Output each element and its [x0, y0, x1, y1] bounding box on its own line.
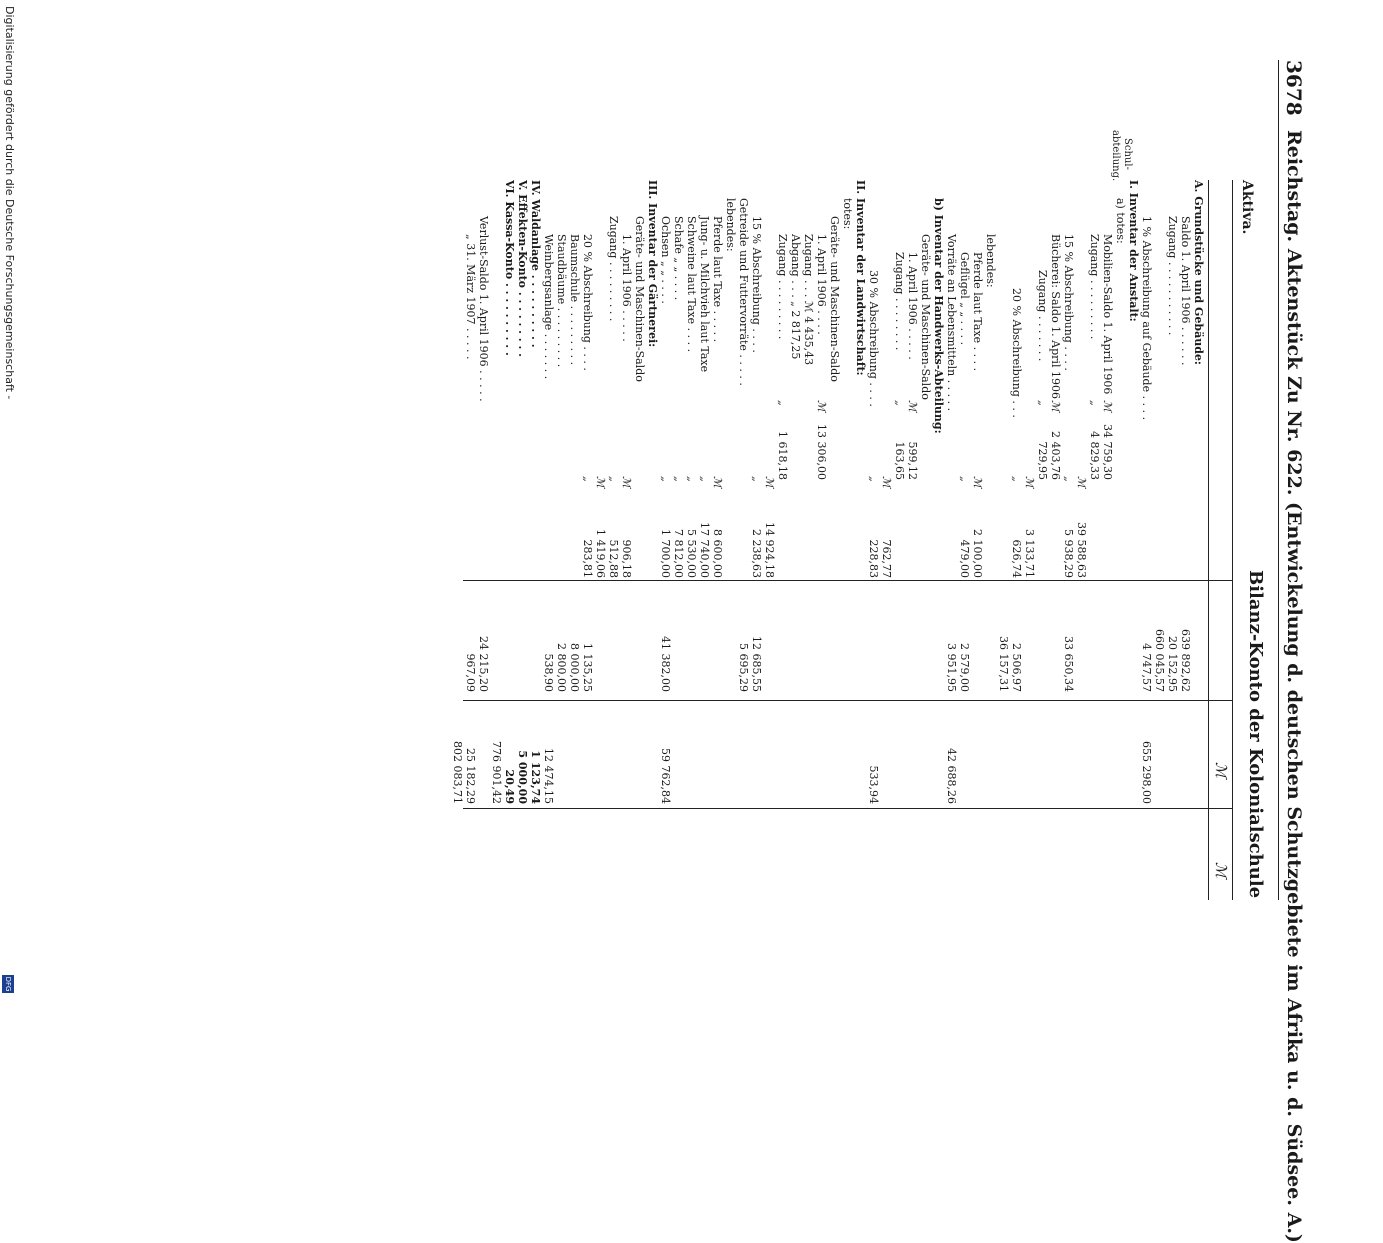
- row-label: Pferde laut Taxe . . . .: [971, 252, 984, 372]
- amount-c2: 762,77: [880, 539, 893, 578]
- amount-c3: 4 747,57: [1140, 643, 1153, 692]
- currency-mark: ℳ: [594, 476, 607, 488]
- row-label: V. Effekten-Konto . . . . . . . . .: [516, 180, 529, 357]
- amount-c1: 34 759,30: [1101, 424, 1114, 480]
- row-label: 1. April 1906 . . . .: [815, 234, 828, 335]
- balance-row: [1075, 0, 1088, 1000]
- balance-row: [607, 0, 620, 1000]
- header-rule: [1278, 60, 1279, 900]
- row-label: Bücherei: Saldo 1. April 1906: [1049, 234, 1062, 399]
- balance-row: [958, 0, 971, 1000]
- row-label: Mobilien-Saldo 1. April 1906: [1101, 234, 1114, 395]
- balance-row: [594, 0, 607, 1000]
- balance-row: [685, 0, 698, 1000]
- balance-row: [1049, 0, 1062, 1000]
- balance-row: [529, 0, 542, 1000]
- amount-c4: 776 901,42: [490, 741, 503, 804]
- page-number: 3678: [1282, 60, 1306, 116]
- row-label: Vorräte an Lebensmitteln . . . . .: [945, 234, 958, 412]
- row-label: Weinbergsanlage . . . . . . .: [542, 234, 555, 380]
- currency-mark: „: [1088, 400, 1101, 406]
- balance-row: [1127, 0, 1140, 1000]
- amount-c2: 17 740,00: [698, 522, 711, 578]
- currency-mark: „: [958, 476, 971, 482]
- amount-c3: 33 650,34: [1062, 636, 1075, 692]
- row-label: Ochsen „ „ . . . .: [659, 216, 672, 304]
- row-label: „ 31. März 1907 . . . . .: [464, 234, 477, 360]
- currency-mark: „: [672, 476, 685, 482]
- row-label: III. Inventar der Gärtnerei:: [646, 180, 659, 348]
- balance-row: [620, 0, 633, 1000]
- currency-mark: ℳ: [906, 400, 919, 412]
- balance-row: [1101, 0, 1114, 1000]
- table-top-rule: [1232, 180, 1233, 900]
- balance-row: [672, 0, 685, 1000]
- row-label: 15 % Abschreibung . . . .: [750, 216, 763, 353]
- aktiva-label: Aktiva.: [1239, 180, 1255, 235]
- amount-c2: 3 133,71: [1023, 529, 1036, 578]
- balance-row: [789, 0, 802, 1000]
- amount-c4: 42 688,26: [945, 748, 958, 804]
- amount-c3: 1 135,25: [581, 643, 594, 692]
- balance-row: [581, 0, 594, 1000]
- row-label: Schafe „ „ . . . .: [672, 216, 685, 301]
- balance-row: [1114, 0, 1127, 1000]
- amount-c2: 14 924,18: [763, 522, 776, 578]
- row-label: lebendes:: [984, 234, 997, 288]
- currency-mark: „: [1062, 476, 1075, 482]
- row-label: Getreide und Futtervorräte . . . . .: [737, 198, 750, 386]
- currency-mark: „: [698, 476, 711, 482]
- balance-row: [802, 0, 815, 1000]
- amount-c3: 36 157,31: [997, 636, 1010, 692]
- amount-c2: 5 938,29: [1062, 529, 1075, 578]
- row-label: Pferde laut Taxe . . . . .: [711, 216, 724, 343]
- balance-row: [711, 0, 724, 1000]
- currency-mark: „: [893, 400, 906, 406]
- balance-row: [555, 0, 568, 1000]
- amount-c3: 2 579,00: [958, 643, 971, 692]
- amount-c3: 2 506,97: [1010, 643, 1023, 692]
- currency-mark: „: [581, 476, 594, 482]
- amount-c4: 12 474,15: [542, 748, 555, 804]
- row-label: 1. April 1906 . . . . .: [620, 234, 633, 342]
- row-label: b) Inventar der Handwerks-Abteilung:: [932, 198, 945, 434]
- balance-row: [646, 0, 659, 1000]
- currency-mark: ℳ: [1075, 476, 1088, 488]
- row-label: Verlust-Saldo 1. April 1906 . . . . .: [477, 216, 490, 402]
- row-label: I. Inventar der Anstalt:: [1127, 180, 1140, 322]
- balance-row: [490, 0, 503, 1000]
- currency-mark: ℳ: [763, 476, 776, 488]
- amount-c2: 283,81: [581, 539, 594, 578]
- amount-c4: 802 083,71: [451, 741, 464, 804]
- balance-row: [1166, 0, 1179, 1000]
- dfg-logo: DFG: [4, 976, 12, 992]
- balance-row: [1023, 0, 1036, 1000]
- amount-c3: 660 045,57: [1153, 629, 1166, 692]
- page-header-title: Reichstag. Aktenstück Zu Nr. 622. (Entwickelung d. deutschen Schutzgebiete im Afrika u. d. Südsee. A.): [1283, 130, 1305, 1243]
- row-label: Geräte- und Maschinen-Saldo: [633, 216, 646, 382]
- balance-row: [1036, 0, 1049, 1000]
- amount-c1: 729,95: [1036, 441, 1049, 480]
- row-label: Zugang . . . . . . .: [1036, 270, 1049, 362]
- currency-mark: ℳ: [1101, 400, 1114, 412]
- amount-c4: 20,49: [503, 769, 516, 804]
- balance-row: [1088, 0, 1101, 1000]
- side-note: Schul- abteilung.: [1110, 130, 1133, 182]
- row-label: Abgang . . . „ 2 817,25: [789, 234, 802, 360]
- amount-c3: 24 215,20: [477, 636, 490, 692]
- balance-row: [750, 0, 763, 1000]
- currency-mark: ℳ: [815, 400, 828, 412]
- row-label: Staudbäume . . . . . . . . .: [555, 234, 568, 368]
- section-title: Bilanz-Konto der Kolonialschule: [1245, 570, 1266, 899]
- amount-c4: 655 298,00: [1140, 741, 1153, 804]
- balance-row: [633, 0, 646, 1000]
- amount-c3: 8 000,00: [568, 643, 581, 692]
- currency-mark: „: [1010, 476, 1023, 482]
- balance-row: [828, 0, 841, 1000]
- currency-mark: ℳ: [711, 476, 724, 488]
- row-label: 20 % Abschreibung . . .: [1010, 288, 1023, 418]
- balance-row: [932, 0, 945, 1000]
- currency-mark: ℳ: [1023, 476, 1036, 488]
- balance-row: [1179, 0, 1192, 1000]
- balance-row: [1153, 0, 1166, 1000]
- amount-c4: 25 182,29: [464, 748, 477, 804]
- balance-row: [919, 0, 932, 1000]
- footer-text: Digitalisierung gefördert durch die Deutsche Forschungsgemeinschaft -: [3, 6, 16, 400]
- balance-row: [880, 0, 893, 1000]
- balance-row: [724, 0, 737, 1000]
- amount-c1: 1 618,18: [776, 431, 789, 480]
- amount-c1: 599,12: [906, 441, 919, 480]
- balance-row: [841, 0, 854, 1000]
- amount-c2: 479,00: [958, 539, 971, 578]
- currency-mark: „: [750, 476, 763, 482]
- balance-row: [659, 0, 672, 1000]
- amount-c3: 538,90: [542, 653, 555, 692]
- row-label: A. Grundstücke und Gebäude:: [1192, 180, 1205, 365]
- balance-row: [1192, 0, 1205, 1000]
- balance-row: [815, 0, 828, 1000]
- balance-row: [854, 0, 867, 1000]
- currency-mark: „: [1036, 400, 1049, 406]
- amount-c2: 2 100,00: [971, 529, 984, 578]
- balance-row: [906, 0, 919, 1000]
- table-head-rule: [1208, 180, 1209, 900]
- row-label: Zugang . . . . . . . . .: [1088, 234, 1101, 340]
- row-label: 1. April 1906 . . . . .: [906, 252, 919, 360]
- balance-row: [464, 0, 477, 1000]
- balance-row: [776, 0, 789, 1000]
- balance-row: [763, 0, 776, 1000]
- amount-c1: 163,65: [893, 441, 906, 480]
- balance-row: [1062, 0, 1075, 1000]
- balance-row: [503, 0, 516, 1000]
- balance-row: [945, 0, 958, 1000]
- amount-c4: 533,94: [867, 765, 880, 804]
- row-label: Zugang . . . ℳ 4 435,43: [802, 234, 815, 366]
- row-label: 1 % Abschreibung auf Gebäude . . . .: [1140, 216, 1153, 421]
- amount-c2: 2 238,63: [750, 529, 763, 578]
- amount-c3: 20 152,95: [1166, 636, 1179, 692]
- amount-c2: 1 419,06: [594, 529, 607, 578]
- row-label: 15 % Abschreibung . . . .: [1062, 234, 1075, 371]
- amount-c3: 5 695,29: [737, 643, 750, 692]
- amount-c4: 59 762,84: [659, 748, 672, 804]
- amount-c3: 3 951,95: [945, 643, 958, 692]
- row-label: Saldo 1. April 1906 . . . . . .: [1179, 216, 1192, 366]
- balance-row: [568, 0, 581, 1000]
- row-label: a) totes:: [1114, 198, 1127, 244]
- row-label: Jung- u. Milchvieh laut Taxe: [698, 216, 711, 373]
- currency-mark: „: [659, 476, 672, 482]
- row-label: Zugang . . . . . . . . .: [776, 234, 789, 340]
- row-label: Geräte- und Maschinen-Saldo: [919, 234, 932, 400]
- balance-row: [1140, 0, 1153, 1000]
- row-label: 30 % Abschreibung . . . .: [867, 270, 880, 407]
- amount-c3: 41 382,00: [659, 636, 672, 692]
- balance-row: [997, 0, 1010, 1000]
- amount-c3: 2 800,00: [555, 643, 568, 692]
- currency-mark: ℳ: [971, 476, 984, 488]
- row-label: IV. Waldanlage . . . . . . . . . .: [529, 180, 542, 348]
- balance-row: [971, 0, 984, 1000]
- currency-mark: „: [685, 476, 698, 482]
- amount-c2: 8 600,00: [711, 529, 724, 578]
- balance-row: [542, 0, 555, 1000]
- row-label: 20 % Abschreibung . . . .: [581, 234, 594, 371]
- currency-mark: ℳ: [620, 476, 633, 488]
- balance-row: [698, 0, 711, 1000]
- currency-mark: „: [867, 476, 880, 482]
- row-label: II. Inventar der Landwirtschaft:: [854, 180, 867, 376]
- balance-row: [737, 0, 750, 1000]
- row-label: Zugang . . . . . . . .: [893, 252, 906, 351]
- amount-c2: 7 812,00: [672, 529, 685, 578]
- amount-c4: 5 000,00: [516, 750, 529, 804]
- amount-c2: 906,18: [620, 539, 633, 578]
- balance-row: [984, 0, 997, 1000]
- column-currency-c3: ℳ: [1212, 761, 1230, 779]
- amount-c2: 1 700,00: [659, 529, 672, 578]
- column-currency-c4: ℳ: [1212, 861, 1230, 879]
- currency-mark: „: [607, 476, 620, 482]
- currency-mark: „: [776, 400, 789, 406]
- amount-c2: 39 588,63: [1075, 522, 1088, 578]
- row-label: lebendes:: [724, 198, 737, 252]
- balance-row: [477, 0, 490, 1000]
- amount-c3: 967,09: [464, 653, 477, 692]
- amount-c3: 639 892,62: [1179, 629, 1192, 692]
- row-label: Geflügel „ „ . . . .: [958, 252, 971, 346]
- row-label: Schweine laut Taxe . . . .: [685, 216, 698, 353]
- balance-row: [867, 0, 880, 1000]
- currency-mark: ℳ: [880, 476, 893, 488]
- balance-row: [516, 0, 529, 1000]
- balance-row: [1010, 0, 1023, 1000]
- footer-credit: [0, 0, 18, 1006]
- row-label: Geräte- und Maschinen-Saldo: [828, 216, 841, 382]
- amount-c2: 228,83: [867, 539, 880, 578]
- amount-c4: 1 123,74: [529, 750, 542, 804]
- row-label: Zugang . . . . . . . . .: [607, 216, 620, 322]
- row-label: totes:: [841, 198, 854, 230]
- row-label: Zugang . . . . . . . . . . .: [1166, 216, 1179, 336]
- amount-c2: 5 530,00: [685, 529, 698, 578]
- row-label: VI. Kassa-Konto . . . . . . . . . .: [503, 180, 516, 356]
- balance-row: [893, 0, 906, 1000]
- row-label: Baumschule . . . . . . . . .: [568, 234, 581, 366]
- amount-c2: 512,88: [607, 539, 620, 578]
- amount-c3: 12 685,55: [750, 636, 763, 692]
- amount-c1: 13 306,00: [815, 424, 828, 480]
- amount-c2: 626,74: [1010, 539, 1023, 578]
- balance-row: [451, 0, 464, 1000]
- currency-mark: ℳ: [1049, 400, 1062, 412]
- amount-c1: 2 403,76: [1049, 431, 1062, 480]
- amount-c1: 4 829,33: [1088, 431, 1101, 480]
